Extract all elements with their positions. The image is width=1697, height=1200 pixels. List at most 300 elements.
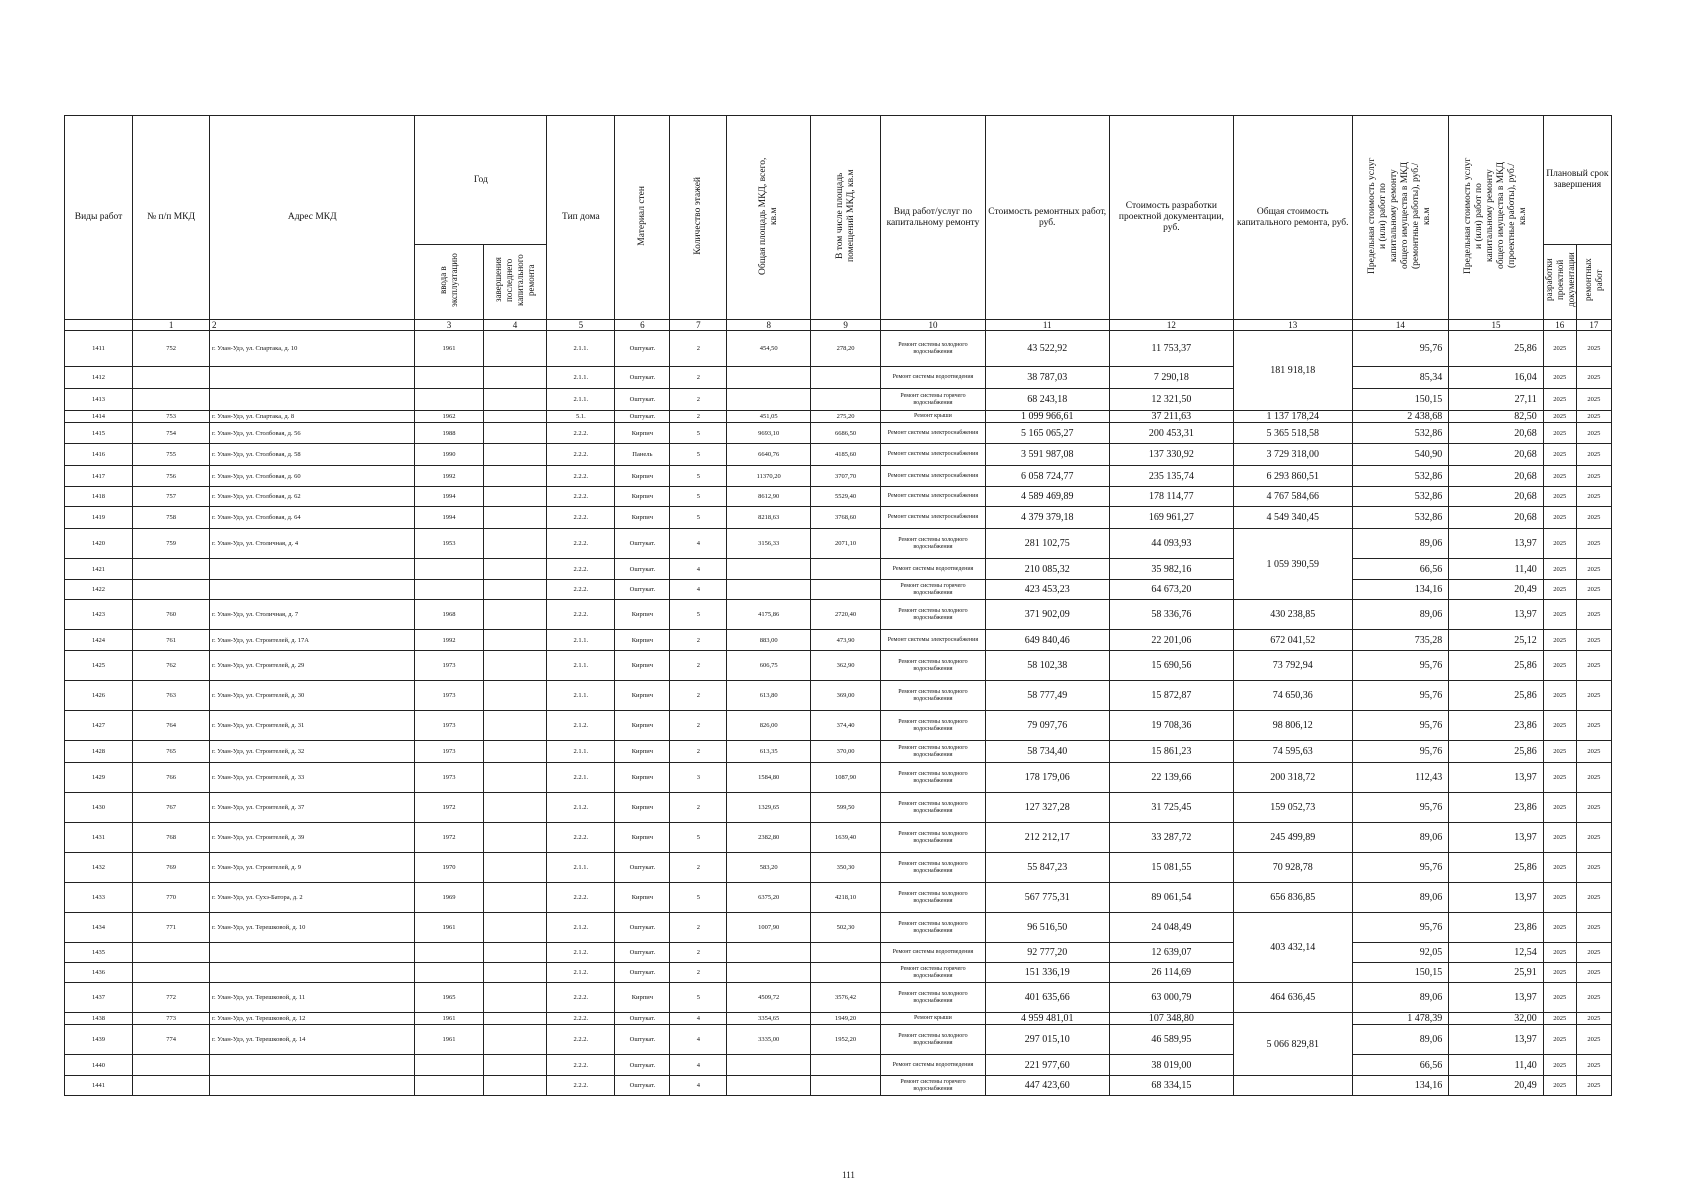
total-cost-cell: 74 650,36 [1233, 681, 1352, 711]
total-cost-cell: 6 293 860,51 [1233, 466, 1352, 487]
last-repair-year-cell [483, 711, 547, 741]
limit-design-cell: 23,86 [1449, 793, 1543, 823]
wall-material-cell: Оштукат. [615, 943, 670, 963]
limit-repair-cell: 540,90 [1352, 444, 1449, 466]
limit-repair-cell: 89,06 [1352, 1025, 1449, 1055]
address-cell [210, 1055, 415, 1076]
building-number-cell: 767 [133, 793, 210, 823]
premises-area-cell: 5529,40 [810, 487, 880, 507]
floors-cell: 5 [670, 600, 727, 630]
limit-design-cell: 13,97 [1449, 600, 1543, 630]
table-row [65, 883, 1612, 913]
work-service-cell: Ремонт системы холодного водоснабжения [881, 793, 985, 823]
design-cost-cell: 68 334,15 [1109, 1076, 1233, 1096]
work-type-cell: 1425 [65, 651, 133, 681]
house-type-cell: 2.2.2. [547, 507, 615, 529]
work-service-cell: Ремонт системы водоотведения [881, 367, 985, 389]
commission-year-cell: 1965 [415, 983, 483, 1013]
total-area-cell [727, 1076, 811, 1096]
house-type-cell: 2.2.2. [547, 580, 615, 600]
limit-repair-cell: 150,15 [1352, 389, 1449, 411]
repair-cost-cell: 4 959 481,01 [985, 1013, 1109, 1025]
wall-material-cell: Кирпич [615, 423, 670, 444]
table-row [65, 1076, 1612, 1096]
table-row [65, 580, 1612, 600]
total-area-cell: 4509,72 [727, 983, 811, 1013]
limit-repair-cell: 66,56 [1352, 559, 1449, 580]
total-area-cell: 6640,76 [727, 444, 811, 466]
last-repair-year-cell [483, 681, 547, 711]
header-design-cost: Стоимость разработки проектной документации, руб. [1109, 116, 1233, 320]
last-repair-year-cell [483, 741, 547, 763]
house-type-cell: 2.1.1. [547, 853, 615, 883]
column-number: 5 [547, 320, 615, 331]
plan-repair-year-cell: 2025 [1576, 466, 1611, 487]
work-service-cell: Ремонт системы холодного водоснабжения [881, 853, 985, 883]
design-cost-cell: 31 725,45 [1109, 793, 1233, 823]
address-cell: г. Улан-Удэ, ул. Строителей, д. 37 [210, 793, 415, 823]
repair-cost-cell: 212 212,17 [985, 823, 1109, 853]
limit-repair-cell: 95,76 [1352, 793, 1449, 823]
house-type-cell: 2.2.2. [547, 823, 615, 853]
plan-design-year-cell: 2025 [1543, 367, 1576, 389]
floors-cell: 4 [670, 1076, 727, 1096]
work-service-cell: Ремонт системы холодного водоснабжения [881, 651, 985, 681]
header-year-last-repair: завершения последнего капитального ремонта [483, 245, 547, 320]
limit-design-cell: 20,68 [1449, 466, 1543, 487]
repair-cost-cell: 371 902,09 [985, 600, 1109, 630]
limit-design-cell: 12,54 [1449, 943, 1543, 963]
commission-year-cell: 1962 [415, 411, 483, 423]
commission-year-cell [415, 963, 483, 983]
limit-design-cell: 82,50 [1449, 411, 1543, 423]
work-type-cell: 1424 [65, 630, 133, 651]
table-row [65, 1055, 1612, 1076]
plan-design-year-cell: 2025 [1543, 711, 1576, 741]
design-cost-cell: 15 861,23 [1109, 741, 1233, 763]
plan-design-year-cell: 2025 [1543, 411, 1576, 423]
house-type-cell: 2.1.1. [547, 741, 615, 763]
wall-material-cell: Оштукат. [615, 529, 670, 559]
wall-material-cell: Оштукат. [615, 1013, 670, 1025]
premises-area-cell [810, 367, 880, 389]
total-area-cell: 8612,90 [727, 487, 811, 507]
design-cost-cell: 64 673,20 [1109, 580, 1233, 600]
total-cost-cell: 4 549 340,45 [1233, 507, 1352, 529]
work-service-cell: Ремонт системы водоотведения [881, 1055, 985, 1076]
floors-cell: 4 [670, 1025, 727, 1055]
plan-repair-year-cell: 2025 [1576, 1013, 1611, 1025]
limit-repair-cell: 532,86 [1352, 423, 1449, 444]
commission-year-cell: 1994 [415, 507, 483, 529]
premises-area-cell: 369,00 [810, 681, 880, 711]
building-number-cell: 752 [133, 331, 210, 367]
work-type-cell: 1441 [65, 1076, 133, 1096]
limit-repair-cell: 95,76 [1352, 853, 1449, 883]
limit-design-cell: 32,00 [1449, 1013, 1543, 1025]
last-repair-year-cell [483, 487, 547, 507]
column-number: 2 [210, 320, 415, 331]
total-area-cell [727, 963, 811, 983]
limit-design-cell: 20,68 [1449, 507, 1543, 529]
column-number: 7 [670, 320, 727, 331]
limit-design-cell: 13,97 [1449, 763, 1543, 793]
commission-year-cell: 1961 [415, 331, 483, 367]
commission-year-cell: 1968 [415, 600, 483, 630]
limit-design-cell: 25,86 [1449, 651, 1543, 681]
building-number-cell: 755 [133, 444, 210, 466]
house-type-cell: 2.2.2. [547, 466, 615, 487]
address-cell: г. Улан-Удэ, ул. Строителей, д. 31 [210, 711, 415, 741]
premises-area-cell: 3768,60 [810, 507, 880, 529]
plan-repair-year-cell: 2025 [1576, 823, 1611, 853]
limit-design-cell: 20,68 [1449, 423, 1543, 444]
plan-design-year-cell: 2025 [1543, 507, 1576, 529]
premises-area-cell: 362,90 [810, 651, 880, 681]
table-row [65, 367, 1612, 389]
premises-area-cell: 350,30 [810, 853, 880, 883]
address-cell: г. Улан-Удэ, ул. Столбовая, д. 60 [210, 466, 415, 487]
work-service-cell: Ремонт системы холодного водоснабжения [881, 763, 985, 793]
work-service-cell: Ремонт системы горячего водоснабжения [881, 389, 985, 411]
limit-repair-cell: 532,86 [1352, 487, 1449, 507]
wall-material-cell: Кирпич [615, 681, 670, 711]
total-cost-cell: 73 792,94 [1233, 651, 1352, 681]
commission-year-cell: 1972 [415, 793, 483, 823]
plan-design-year-cell: 2025 [1543, 1055, 1576, 1076]
repair-cost-cell: 5 165 065,27 [985, 423, 1109, 444]
limit-repair-cell: 95,76 [1352, 651, 1449, 681]
work-service-cell: Ремонт крыши [881, 411, 985, 423]
limit-repair-cell: 89,06 [1352, 983, 1449, 1013]
repair-table [64, 115, 1612, 1096]
limit-repair-cell: 95,76 [1352, 331, 1449, 367]
header-house-type: Тип дома [547, 116, 615, 320]
table-row [65, 1013, 1612, 1025]
wall-material-cell: Кирпич [615, 651, 670, 681]
floors-cell: 5 [670, 507, 727, 529]
limit-design-cell: 20,68 [1449, 487, 1543, 507]
design-cost-cell: 44 093,93 [1109, 529, 1233, 559]
plan-design-year-cell: 2025 [1543, 793, 1576, 823]
table-row [65, 559, 1612, 580]
work-type-cell: 1416 [65, 444, 133, 466]
building-number-cell [133, 1055, 210, 1076]
address-cell: г. Улан-Удэ, ул. Столбовая, д. 64 [210, 507, 415, 529]
design-cost-cell: 22 201,06 [1109, 630, 1233, 651]
floors-cell: 2 [670, 411, 727, 423]
last-repair-year-cell [483, 983, 547, 1013]
floors-cell: 2 [670, 963, 727, 983]
commission-year-cell: 1961 [415, 913, 483, 943]
table-row [65, 600, 1612, 630]
design-cost-cell: 58 336,76 [1109, 600, 1233, 630]
house-type-cell: 2.1.1. [547, 681, 615, 711]
wall-material-cell: Кирпич [615, 466, 670, 487]
repair-cost-cell: 151 336,19 [985, 963, 1109, 983]
address-cell: г. Улан-Удэ, ул. Терешковой, д. 14 [210, 1025, 415, 1055]
wall-material-cell: Кирпич [615, 793, 670, 823]
work-service-cell: Ремонт системы холодного водоснабжения [881, 883, 985, 913]
floors-cell: 2 [670, 741, 727, 763]
repair-cost-cell: 79 097,76 [985, 711, 1109, 741]
header-year-commissioning: ввода в эксплуатацию [415, 245, 483, 320]
wall-material-cell: Кирпич [615, 741, 670, 763]
house-type-cell: 5.1. [547, 411, 615, 423]
work-type-cell: 1421 [65, 559, 133, 580]
table-row [65, 1025, 1612, 1055]
wall-material-cell: Кирпич [615, 983, 670, 1013]
page-number: 111 [842, 1170, 855, 1180]
total-cost-cell [1233, 1076, 1352, 1096]
limit-design-cell: 25,86 [1449, 853, 1543, 883]
work-type-cell: 1428 [65, 741, 133, 763]
design-cost-cell: 19 708,36 [1109, 711, 1233, 741]
plan-design-year-cell: 2025 [1543, 763, 1576, 793]
header-plan-deadline: Плановый срок завершения [1543, 116, 1611, 245]
table-row [65, 853, 1612, 883]
work-type-cell: 1432 [65, 853, 133, 883]
wall-material-cell: Кирпич [615, 823, 670, 853]
column-number: 13 [1233, 320, 1352, 331]
address-cell: г. Улан-Удэ, ул. Терешковой, д. 10 [210, 913, 415, 943]
header-building-number: № п/п МКД [133, 116, 210, 320]
work-type-cell: 1431 [65, 823, 133, 853]
building-number-cell [133, 943, 210, 963]
building-number-cell [133, 580, 210, 600]
commission-year-cell: 1994 [415, 487, 483, 507]
repair-cost-cell: 297 015,10 [985, 1025, 1109, 1055]
plan-design-year-cell: 2025 [1543, 1013, 1576, 1025]
floors-cell: 5 [670, 444, 727, 466]
wall-material-cell: Оштукат. [615, 1076, 670, 1096]
building-number-cell: 771 [133, 913, 210, 943]
total-area-cell [727, 943, 811, 963]
total-area-cell [727, 367, 811, 389]
limit-design-cell: 23,86 [1449, 913, 1543, 943]
design-cost-cell: 178 114,77 [1109, 487, 1233, 507]
limit-repair-cell: 89,06 [1352, 823, 1449, 853]
building-number-cell [133, 963, 210, 983]
plan-design-year-cell: 2025 [1543, 651, 1576, 681]
last-repair-year-cell [483, 853, 547, 883]
wall-material-cell: Панель [615, 444, 670, 466]
floors-cell: 2 [670, 913, 727, 943]
house-type-cell: 2.2.2. [547, 983, 615, 1013]
floors-cell: 2 [670, 389, 727, 411]
repair-cost-cell: 447 423,60 [985, 1076, 1109, 1096]
header-wall-material: Материал стен [615, 116, 670, 320]
floors-cell: 4 [670, 529, 727, 559]
commission-year-cell: 1988 [415, 423, 483, 444]
commission-year-cell: 1973 [415, 711, 483, 741]
floors-cell: 2 [670, 630, 727, 651]
plan-design-year-cell: 2025 [1543, 1076, 1576, 1096]
work-type-cell: 1439 [65, 1025, 133, 1055]
total-area-cell: 2382,80 [727, 823, 811, 853]
commission-year-cell: 1953 [415, 529, 483, 559]
last-repair-year-cell [483, 1055, 547, 1076]
house-type-cell: 2.2.2. [547, 487, 615, 507]
plan-repair-year-cell: 2025 [1576, 681, 1611, 711]
wall-material-cell: Кирпич [615, 600, 670, 630]
work-service-cell: Ремонт системы горячего водоснабжения [881, 963, 985, 983]
plan-design-year-cell: 2025 [1543, 1025, 1576, 1055]
total-cost-cell: 430 238,85 [1233, 600, 1352, 630]
address-cell [210, 580, 415, 600]
limit-repair-cell: 134,16 [1352, 580, 1449, 600]
work-type-cell: 1438 [65, 1013, 133, 1025]
design-cost-cell: 11 753,37 [1109, 331, 1233, 367]
limit-repair-cell: 92,05 [1352, 943, 1449, 963]
design-cost-cell: 35 982,16 [1109, 559, 1233, 580]
work-service-cell: Ремонт крыши [881, 1013, 985, 1025]
house-type-cell: 2.1.1. [547, 367, 615, 389]
plan-repair-year-cell: 2025 [1576, 411, 1611, 423]
last-repair-year-cell [483, 389, 547, 411]
commission-year-cell: 1973 [415, 741, 483, 763]
last-repair-year-cell [483, 1025, 547, 1055]
total-cost-cell: 4 767 584,66 [1233, 487, 1352, 507]
limit-design-cell: 23,86 [1449, 711, 1543, 741]
building-number-cell: 774 [133, 1025, 210, 1055]
table-row [65, 943, 1612, 963]
work-service-cell: Ремонт системы холодного водоснабжения [881, 741, 985, 763]
commission-year-cell [415, 559, 483, 580]
plan-repair-year-cell: 2025 [1576, 963, 1611, 983]
commission-year-cell [415, 367, 483, 389]
repair-cost-cell: 127 327,28 [985, 793, 1109, 823]
repair-cost-cell: 4 589 469,89 [985, 487, 1109, 507]
plan-design-year-cell: 2025 [1543, 853, 1576, 883]
table-row [65, 423, 1612, 444]
address-cell [210, 963, 415, 983]
limit-design-cell: 25,86 [1449, 331, 1543, 367]
repair-cost-cell: 423 453,23 [985, 580, 1109, 600]
total-cost-cell: 74 595,63 [1233, 741, 1352, 763]
column-number: 16 [1543, 320, 1576, 331]
table-row [65, 823, 1612, 853]
table-row [65, 411, 1612, 423]
total-area-cell: 826,00 [727, 711, 811, 741]
wall-material-cell: Кирпич [615, 883, 670, 913]
building-number-cell: 772 [133, 983, 210, 1013]
work-service-cell: Ремонт системы холодного водоснабжения [881, 600, 985, 630]
total-cost-cell: 1 059 390,59 [1233, 529, 1352, 600]
work-type-cell: 1413 [65, 389, 133, 411]
address-cell: г. Улан-Удэ, ул. Строителей, д. 29 [210, 651, 415, 681]
repair-cost-cell: 58 777,49 [985, 681, 1109, 711]
premises-area-cell: 374,40 [810, 711, 880, 741]
wall-material-cell: Оштукат. [615, 389, 670, 411]
floors-cell: 2 [670, 793, 727, 823]
plan-design-year-cell: 2025 [1543, 580, 1576, 600]
limit-design-cell: 13,97 [1449, 1025, 1543, 1055]
address-cell: г. Улан-Удэ, ул. Столбовая, д. 58 [210, 444, 415, 466]
repair-cost-cell: 567 775,31 [985, 883, 1109, 913]
table-row [65, 741, 1612, 763]
total-area-cell: 1329,65 [727, 793, 811, 823]
plan-design-year-cell: 2025 [1543, 423, 1576, 444]
last-repair-year-cell [483, 559, 547, 580]
address-cell: г. Улан-Удэ, ул. Строителей, д. 9 [210, 853, 415, 883]
floors-cell: 2 [670, 367, 727, 389]
wall-material-cell: Оштукат. [615, 853, 670, 883]
plan-design-year-cell: 2025 [1543, 466, 1576, 487]
total-area-cell: 613,80 [727, 681, 811, 711]
total-cost-cell: 181 918,18 [1233, 331, 1352, 411]
repair-cost-cell: 210 085,32 [985, 559, 1109, 580]
last-repair-year-cell [483, 529, 547, 559]
wall-material-cell: Кирпич [615, 711, 670, 741]
building-number-cell: 757 [133, 487, 210, 507]
building-number-cell: 768 [133, 823, 210, 853]
plan-repair-year-cell: 2025 [1576, 883, 1611, 913]
column-number: 1 [133, 320, 210, 331]
house-type-cell: 2.2.2. [547, 1055, 615, 1076]
last-repair-year-cell [483, 630, 547, 651]
plan-repair-year-cell: 2025 [1576, 507, 1611, 529]
premises-area-cell [810, 943, 880, 963]
total-area-cell: 1584,80 [727, 763, 811, 793]
floors-cell: 5 [670, 883, 727, 913]
address-cell [210, 559, 415, 580]
last-repair-year-cell [483, 444, 547, 466]
premises-area-cell [810, 1076, 880, 1096]
total-cost-cell: 98 806,12 [1233, 711, 1352, 741]
header-plan-design: разработки проектной документации [1543, 245, 1576, 320]
plan-design-year-cell: 2025 [1543, 389, 1576, 411]
work-type-cell: 1426 [65, 681, 133, 711]
address-cell: г. Улан-Удэ, ул. Строителей, д. 32 [210, 741, 415, 763]
header-total-area: Общая площадь МКД, всего, кв.м [727, 116, 811, 320]
header-premises-area: В том числе площадь помещений МКД, кв.м [810, 116, 880, 320]
design-cost-cell: 26 114,69 [1109, 963, 1233, 983]
header-limit-repair: Предельная стоимость услуг и (или) работ по капитальному ремонту общего имущества в МКД (ремонтные работы), руб./кв.м [1352, 116, 1449, 320]
total-area-cell: 583,20 [727, 853, 811, 883]
floors-cell: 2 [670, 681, 727, 711]
commission-year-cell: 1970 [415, 853, 483, 883]
building-number-cell: 760 [133, 600, 210, 630]
premises-area-cell: 3707,70 [810, 466, 880, 487]
design-cost-cell: 38 019,00 [1109, 1055, 1233, 1076]
building-number-cell: 754 [133, 423, 210, 444]
building-number-cell: 753 [133, 411, 210, 423]
work-service-cell: Ремонт системы холодного водоснабжения [881, 681, 985, 711]
house-type-cell: 2.1.1. [547, 331, 615, 367]
building-number-cell: 764 [133, 711, 210, 741]
commission-year-cell [415, 1076, 483, 1096]
building-number-cell [133, 389, 210, 411]
house-type-cell: 2.1.2. [547, 711, 615, 741]
total-cost-cell: 159 052,73 [1233, 793, 1352, 823]
house-type-cell: 2.2.1. [547, 763, 615, 793]
total-area-cell: 4175,86 [727, 600, 811, 630]
address-cell: г. Улан-Удэ, ул. Столбовая, д. 56 [210, 423, 415, 444]
plan-repair-year-cell: 2025 [1576, 1076, 1611, 1096]
wall-material-cell: Оштукат. [615, 1025, 670, 1055]
work-type-cell: 1419 [65, 507, 133, 529]
commission-year-cell: 1973 [415, 763, 483, 793]
table-row [65, 711, 1612, 741]
plan-design-year-cell: 2025 [1543, 331, 1576, 367]
plan-design-year-cell: 2025 [1543, 963, 1576, 983]
column-number: 17 [1576, 320, 1611, 331]
limit-design-cell: 20,49 [1449, 580, 1543, 600]
wall-material-cell: Оштукат. [615, 580, 670, 600]
commission-year-cell [415, 943, 483, 963]
total-area-cell: 3156,33 [727, 529, 811, 559]
